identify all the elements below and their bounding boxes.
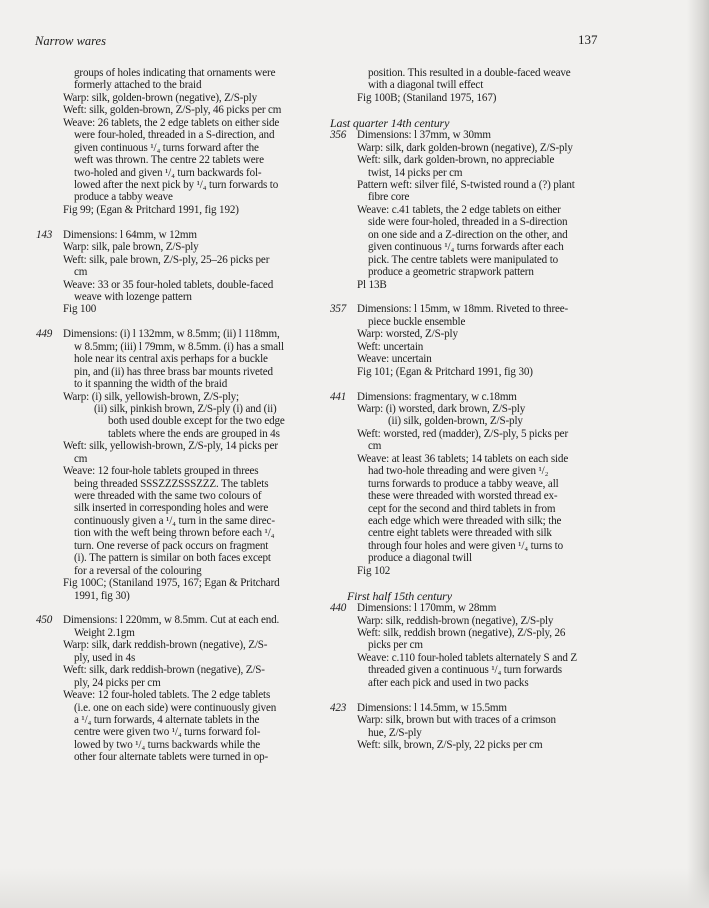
text-line [330,453,610,465]
line-text: lowed after the next pick by ¹/₄ turn forwards to [74,178,279,191]
catalogue-number: 356 [330,129,347,142]
text-line [36,627,314,639]
line-text: Weave: 12 four-hole tablets grouped in threes [63,465,259,478]
catalogue-entry-first-line [330,702,610,714]
text-line [36,279,314,291]
text-line [330,639,610,651]
line-text: silk inserted in corresponding holes and were [74,502,269,515]
section-heading-text: First half 15th century [347,588,452,603]
line-text: Fig 100C; (Staniland 1975, 167; Egan & Pritchard [63,577,280,590]
text-line [330,540,610,552]
text-line [330,503,610,515]
line-text: through four holes and were given ¹/₄ turns to [368,539,564,552]
line-text: Weft: silk, brown, Z/S-ply, 22 picks per cm [357,738,543,751]
line-text: Warp: (i) silk, yellowish-brown, Z/S-ply; [63,390,239,403]
line-text: Weft: silk, golden-brown, Z/S-ply, 46 picks per cm [63,104,282,117]
line-text: both used double except for the two edge [108,415,285,428]
text-line [330,714,610,726]
line-text: picks per cm [368,639,423,652]
text-line [330,552,610,564]
text-line [36,540,314,552]
line-text: turns forwards to produce a tabby weave, all [368,477,559,490]
entry-spacer [330,378,610,391]
line-text: Dimensions: l 170mm, w 28mm [357,602,497,615]
line-text: Pl 13B [357,278,387,291]
line-text: centre eight tablets were threaded with silk [368,527,552,540]
text-line [36,378,314,390]
section-heading [330,117,610,129]
text-line [36,726,314,738]
text-line [330,677,610,689]
line-text: Fig 101; (Egan & Pritchard 1991, fig 30) [357,365,533,378]
line-text: Weave: c.110 four-holed tablets alternately S and Z [357,651,578,664]
line-text: Fig 102 [357,564,391,577]
line-text: position. This resulted in a double-faced weave [368,67,571,79]
text-line [36,652,314,664]
line-text: Dimensions: l 14.5mm, w 15.5mm [357,701,507,714]
text-line [36,129,314,141]
line-text: Dimensions: l 64mm, w 12mm [63,228,197,241]
text-line [36,415,314,427]
text-line [36,266,314,278]
text-line [330,366,610,378]
line-text: given continuous ¹/₄ turns forward after the [74,141,259,154]
line-text: Weave: 26 tablets, the 2 edge tablets on either side [63,116,280,129]
text-line [330,341,610,353]
text-line [36,403,314,415]
text-line [36,490,314,502]
text-line [36,303,314,315]
text-line [330,727,610,739]
entry-spacer [36,216,314,229]
line-text: Fig 99; (Egan & Pritchard 1991, fig 192) [63,203,239,216]
text-line [330,254,610,266]
line-text: Warp: silk, pale brown, Z/S-ply [63,241,199,254]
line-text: Weft: silk, dark golden-brown, no appreciable [357,154,555,167]
catalogue-entry-first-line [36,614,314,626]
entry-spacer [36,602,314,615]
text-line [330,465,610,477]
line-text: (i.e. one on each side) were continuously given [74,701,277,714]
line-text: with a diagonal twill effect [368,79,484,92]
line-text: piece buckle ensemble [368,315,466,328]
text-line [36,552,314,564]
text-line [330,92,610,104]
line-text: side were four-holed, threaded in a S-direction [368,216,568,229]
text-line [330,478,610,490]
line-text: Dimensions: l 37mm, w 30mm [357,129,491,142]
line-text: formerly attached to the braid [74,79,202,92]
line-text: given continuous ¹/₄ turns forwards after each [368,241,564,254]
line-text: threaded given a continuous ¹/₄ turn forwards [368,664,562,677]
text-line [330,627,610,639]
line-text: Warp: silk, brown but with traces of a crimson [357,714,556,727]
line-text: Weave: 33 or 35 four-holed tablets, double-faced [63,278,274,291]
catalogue-entry-first-line [330,391,610,403]
text-line [36,79,314,91]
line-text: ply, used in 4s [74,651,136,664]
page-gutter-shadow [687,0,709,908]
line-text: twist, 14 picks per cm [368,166,463,179]
text-line [330,428,610,440]
line-text: pick. The centre tablets were manipulated to [368,253,559,266]
text-line [330,652,610,664]
text-line [36,527,314,539]
line-text: weft was thrown. The centre 22 tablets were [74,154,264,167]
text-line [36,391,314,403]
line-text: hue, Z/S-ply [368,726,422,739]
line-text: Dimensions: l 220mm, w 8.5mm. Cut at each end. [63,614,280,627]
text-line [36,465,314,477]
text-line [36,191,314,203]
text-line [330,415,610,427]
text-line [36,677,314,689]
text-line [330,515,610,527]
text-line [36,179,314,191]
text-line [330,664,610,676]
text-line [36,453,314,465]
line-text: 1991, fig 30) [74,589,130,602]
text-line [36,428,314,440]
text-line [330,204,610,216]
line-text: w 8.5mm; (iii) l 79mm, w 8.5mm. (i) has a small [74,340,284,353]
line-text: Weight 2.1gm [74,626,135,639]
line-text: were four-holed, threaded in a S-direction, and [74,129,275,142]
text-line [36,639,314,651]
text-line [330,527,610,539]
text-line [36,502,314,514]
line-text: cm [368,440,382,453]
line-text: two-holed and given ¹/₄ turn backwards fol- [74,166,262,179]
line-text: fibre core [368,191,410,204]
line-text: Weft: silk, pale brown, Z/S-ply, 25–26 picks per [63,253,270,266]
line-text: Weft: worsted, red (madder), Z/S-ply, 5 picks per [357,427,568,440]
text-line [36,254,314,266]
text-line [36,714,314,726]
line-text: continuously given a ¹/₄ turn in the same direc- [74,514,275,527]
text-line [330,241,610,253]
line-text: for a reversal of the colouring [74,564,202,577]
catalogue-entry-first-line [330,129,610,141]
text-line [330,353,610,365]
line-text: to it spanning the width of the braid [74,378,228,391]
page-number: 137 [578,32,598,47]
line-text: Weft: silk, reddish brown (negative), Z/S-ply, 26 [357,626,566,639]
catalogue-entry-first-line [36,229,314,241]
line-text: had two-hole threading and were given ¹/₂ [368,465,549,478]
line-text: each edge which were threaded with silk; the [368,514,562,527]
text-line [36,577,314,589]
line-text: lowed by two ¹/₄ turns backwards while the [74,738,261,751]
text-line [330,615,610,627]
text-line [36,440,314,452]
line-text: Warp: silk, dark reddish-brown (negative), Z/S- [63,639,268,652]
entry-spacer [330,291,610,304]
text-line [330,154,610,166]
text-line [330,316,610,328]
line-text: tion with the weft being thrown before each ¹/₄ [74,527,275,540]
line-text: Fig 100B; (Staniland 1975, 167) [357,91,497,104]
line-text: cm [74,452,88,465]
line-text: produce a tabby weave [74,191,173,204]
line-text: Warp: silk, dark golden-brown (negative), Z/S-ply [357,141,573,154]
text-line [330,179,610,191]
line-text: Weft: silk, yellowish-brown, Z/S-ply, 14 picks per [63,440,278,453]
line-text: Warp: (i) worsted, dark brown, Z/S-ply [357,403,526,415]
text-line [36,478,314,490]
line-text: other four alternate tablets were turned in op- [74,751,269,764]
text-line [330,739,610,751]
text-line [36,664,314,676]
text-line [36,204,314,216]
right-column [330,67,610,751]
text-line [330,490,610,502]
catalogue-entry-first-line [330,303,610,315]
line-text: these were threaded with worsted thread ex- [368,490,558,503]
section-heading-text: Last quarter 14th century [330,115,450,130]
text-line [330,403,610,415]
text-line [330,328,610,340]
text-line [36,739,314,751]
text-line [36,67,314,79]
line-text: Warp: worsted, Z/S-ply [357,328,458,341]
text-line [330,266,610,278]
line-text: Weft: uncertain [357,340,424,353]
text-line [330,565,610,577]
text-line [36,689,314,701]
catalogue-number: 440 [330,602,347,615]
text-line [36,751,314,763]
text-line [330,216,610,228]
section-heading [330,590,610,602]
line-text: (i). The pattern is similar on both faces except [74,552,271,565]
line-text: Weave: 12 four-holed tablets. The 2 edge tablets [63,689,271,702]
left-column [36,67,314,764]
text-line [36,241,314,253]
line-text: Weave: uncertain [357,353,432,366]
line-text: cept for the second and third tablets in from [368,502,556,515]
line-text: produce a geometric strapwork pattern [368,266,534,279]
line-text: weave with lozenge pattern [74,290,192,303]
line-text: on one side and a Z-direction on the other, and [368,228,568,241]
text-line [330,279,610,291]
text-line [330,191,610,203]
line-text: a ¹/₄ turn forwards, 4 alternate tablets in the [74,713,260,726]
line-text: Weft: silk, dark reddish-brown (negative), Z/S- [63,664,265,677]
line-text: after each pick and used in two packs [368,676,529,689]
page-bottom-shade [0,868,709,908]
line-text: Warp: silk, reddish-brown (negative), Z/S-ply [357,614,554,627]
catalogue-entry-first-line [330,602,610,614]
text-line [36,92,314,104]
catalogue-number: 357 [330,303,347,316]
line-text: turn. One reverse of pack occurs on fragment [74,539,269,552]
text-line [36,154,314,166]
catalogue-number: 450 [36,614,53,627]
text-line [330,440,610,452]
line-text: (ii) silk, pinkish brown, Z/S-ply (i) and (ii) [94,402,277,415]
text-line [36,104,314,116]
line-text: Fig 100 [63,303,97,316]
line-text: ply, 24 picks per cm [74,676,161,689]
line-text: tablets where the ends are grouped in 4s [108,427,280,440]
catalogue-entry-first-line [36,328,314,340]
line-text: hole near its central axis perhaps for a buckle [74,353,268,366]
entry-spacer [330,689,610,702]
text-line [36,565,314,577]
text-line [36,341,314,353]
text-line [36,353,314,365]
text-line [330,142,610,154]
text-line [36,167,314,179]
line-text: Weave: at least 36 tablets; 14 tablets on each side [357,452,569,465]
line-text: (ii) silk, golden-brown, Z/S-ply [388,415,523,428]
text-line [330,67,610,79]
text-line [36,142,314,154]
line-text: produce a diagonal twill [368,552,472,565]
text-line [36,291,314,303]
line-text: Dimensions: (i) l 132mm, w 8.5mm; (ii) l 118mm, [63,328,280,341]
text-line [36,702,314,714]
line-text: Pattern weft: silver filé, S-twisted round a (?) plant [357,179,575,191]
line-text: centre were given two ¹/₄ turns forward fol- [74,726,261,739]
catalogue-number: 423 [330,701,347,714]
line-text: Weave: c.41 tablets, the 2 edge tablets on either [357,203,561,216]
text-line [330,167,610,179]
text-line [36,117,314,129]
line-text: cm [74,266,88,279]
line-text: pin, and (ii) has three brass bar mounts riveted [74,365,273,378]
text-line [36,515,314,527]
running-head: Narrow wares [35,34,106,48]
line-text: Warp: silk, golden-brown (negative), Z/S-ply [63,91,257,104]
text-line [36,590,314,602]
catalogue-number: 449 [36,328,53,341]
line-text: Dimensions: fragmentary, w c.18mm [357,390,517,403]
entry-spacer [36,316,314,329]
line-text: Dimensions: l 15mm, w 18mm. Riveted to three- [357,303,569,316]
line-text: groups of holes indicating that ornaments were [74,67,276,79]
line-text: were threaded with the same two colours of [74,490,262,502]
text-line [330,79,610,91]
line-text: being threaded SSSZZZSSSZZZ. The tablets [74,477,269,490]
text-line [330,229,610,241]
catalogue-number: 143 [36,228,53,241]
catalogue-number: 441 [330,390,347,403]
text-line [36,366,314,378]
